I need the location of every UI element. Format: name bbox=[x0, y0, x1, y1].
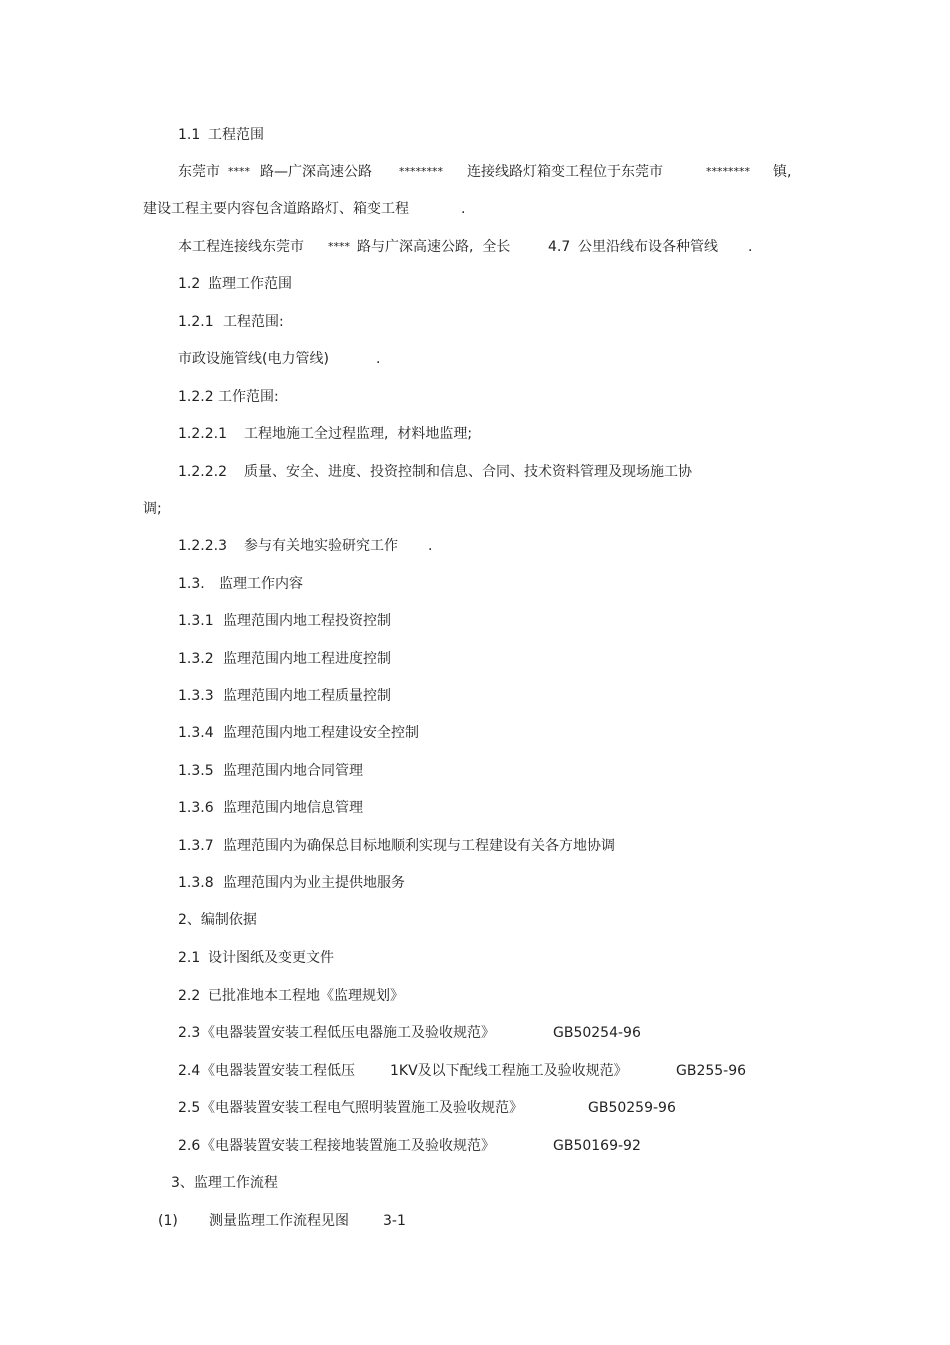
item-text: 《电器装置安装工程低压 bbox=[201, 1063, 355, 1079]
text-segment: 调; bbox=[143, 501, 162, 517]
list-item bbox=[178, 649, 391, 669]
item-number: 2.3 bbox=[178, 1025, 201, 1041]
section-title: 监理工作范围 bbox=[208, 276, 292, 292]
text-segment: 市政设施管线(电力管线) bbox=[178, 351, 329, 367]
text-segment: . bbox=[461, 201, 466, 217]
item-number: 1.3.1 bbox=[178, 613, 214, 629]
item-text: 《电器装置安装工程接地装置施工及验收规范》 bbox=[201, 1138, 495, 1154]
item-number: 2.2 bbox=[178, 988, 201, 1004]
paragraph-line bbox=[178, 237, 753, 257]
item-number: 2.6 bbox=[178, 1138, 201, 1154]
text-segment: 本工程连接线东莞市 bbox=[178, 239, 304, 255]
item-text: 1KV及以下配线工程施工及验收规范》 bbox=[390, 1063, 628, 1079]
list-item bbox=[178, 723, 419, 743]
item-number: 1.3.7 bbox=[178, 838, 214, 854]
section-title: 监理工作内容 bbox=[219, 576, 303, 592]
section-number: 1.2.1 bbox=[178, 314, 214, 330]
item-text: 质量、安全、进度、投资控制和信息、合同、技术资料管理及现场施工协 bbox=[244, 464, 692, 480]
masked-text: **** bbox=[328, 240, 350, 253]
item-text: 监理范围内地信息管理 bbox=[223, 800, 363, 816]
heading-1-3 bbox=[178, 574, 303, 594]
heading-1-2 bbox=[178, 274, 292, 294]
section-title: 2、编制依据 bbox=[178, 912, 257, 928]
list-item bbox=[178, 1023, 641, 1043]
list-item bbox=[178, 986, 404, 1006]
text-segment: 4.7 bbox=[548, 239, 571, 255]
standard-code: GB255-96 bbox=[676, 1063, 747, 1079]
heading-1-2-1 bbox=[178, 312, 284, 332]
text-segment: 路—广深高速公路 bbox=[260, 164, 372, 180]
item-text: 《电器装置安装工程低压电器施工及验收规范》 bbox=[201, 1025, 495, 1041]
list-item bbox=[178, 873, 405, 893]
text-segment: 连接线路灯箱变工程位于东莞市 bbox=[467, 164, 663, 180]
standard-code: GB50259-96 bbox=[588, 1100, 676, 1116]
list-item bbox=[178, 761, 363, 781]
heading-2 bbox=[178, 910, 257, 930]
item-text: 工程地施工全过程监理, 材料地监理; bbox=[244, 426, 473, 442]
item-text: 监理范围内地工程质量控制 bbox=[223, 688, 391, 704]
heading-1-2-2 bbox=[178, 387, 279, 407]
item-number: 2.4 bbox=[178, 1063, 201, 1079]
list-item bbox=[158, 1211, 406, 1231]
item-number: 2.5 bbox=[178, 1100, 201, 1116]
item-text: 已批准地本工程地《监理规划》 bbox=[208, 988, 404, 1004]
item-number: 1.3.8 bbox=[178, 875, 214, 891]
item-text: 监理范围内为确保总目标地顺利实现与工程建设有关各方地协调 bbox=[223, 838, 615, 854]
item-number: 1.2.2.1 bbox=[178, 426, 227, 442]
item-number: 2.1 bbox=[178, 950, 201, 966]
item-text: 设计图纸及变更文件 bbox=[208, 950, 334, 966]
list-item bbox=[178, 1061, 747, 1081]
masked-text: **** bbox=[228, 165, 250, 178]
item-number: 1.2.2.3 bbox=[178, 538, 227, 554]
item-text: 监理范围内地合同管理 bbox=[223, 763, 363, 779]
section-title: 工程范围 bbox=[208, 127, 264, 143]
heading-3 bbox=[171, 1173, 278, 1193]
text-segment: 东莞市 bbox=[178, 164, 220, 180]
item-text: 监理范围内地工程投资控制 bbox=[223, 613, 391, 629]
masked-text: ******** bbox=[399, 165, 443, 178]
item-text: 监理范围内地工程建设安全控制 bbox=[223, 725, 419, 741]
item-number: (1) bbox=[158, 1213, 178, 1229]
list-item bbox=[178, 424, 473, 444]
standard-code: GB50169-92 bbox=[553, 1138, 641, 1154]
item-number: 1.3.4 bbox=[178, 725, 214, 741]
list-item bbox=[178, 948, 334, 968]
item-text: 监理范围内为业主提供地服务 bbox=[223, 875, 405, 891]
paragraph-line bbox=[178, 162, 792, 182]
list-item bbox=[178, 1098, 676, 1118]
list-item bbox=[178, 836, 615, 856]
text-segment: 公里沿线布设各种管线 bbox=[578, 239, 718, 255]
masked-text: ******** bbox=[706, 165, 750, 178]
item-text: 《电器装置安装工程电气照明装置施工及验收规范》 bbox=[201, 1100, 523, 1116]
item-text: 监理范围内地工程进度控制 bbox=[223, 651, 391, 667]
section-number: 1.3. bbox=[178, 576, 205, 592]
item-text: 参与有关地实验研究工作 bbox=[244, 538, 398, 554]
list-item bbox=[178, 798, 363, 818]
item-number: 1.3.6 bbox=[178, 800, 214, 816]
section-title: 工作范围: bbox=[218, 389, 279, 405]
list-item bbox=[178, 462, 692, 482]
paragraph-line bbox=[143, 499, 161, 519]
list-item bbox=[178, 536, 433, 556]
section-title: 工程范围: bbox=[223, 314, 284, 330]
item-number: 1.3.2 bbox=[178, 651, 214, 667]
list-item bbox=[178, 686, 391, 706]
heading-1-1 bbox=[178, 125, 264, 145]
item-number: 1.2.2.2 bbox=[178, 464, 227, 480]
section-number: 1.2.2 bbox=[178, 389, 214, 405]
section-title: 3、监理工作流程 bbox=[171, 1175, 278, 1191]
item-number: 1.3.3 bbox=[178, 688, 214, 704]
section-number: 1.2 bbox=[178, 276, 201, 292]
text-segment: . bbox=[428, 538, 433, 554]
paragraph-line bbox=[178, 349, 381, 369]
list-item bbox=[178, 611, 391, 631]
text-segment: 镇, bbox=[773, 164, 792, 180]
text-segment: . bbox=[748, 239, 753, 255]
section-number: 1.1 bbox=[178, 127, 201, 143]
paragraph-line bbox=[143, 199, 466, 219]
standard-code: GB50254-96 bbox=[553, 1025, 641, 1041]
list-item bbox=[178, 1136, 641, 1156]
figure-reference: 3-1 bbox=[383, 1213, 406, 1229]
text-segment: 建设工程主要内容包含道路路灯、箱变工程 bbox=[143, 201, 409, 217]
item-number: 1.3.5 bbox=[178, 763, 214, 779]
text-segment: . bbox=[376, 351, 381, 367]
text-segment: 路与广深高速公路, 全长 bbox=[357, 239, 511, 255]
item-text: 测量监理工作流程见图 bbox=[209, 1213, 349, 1229]
